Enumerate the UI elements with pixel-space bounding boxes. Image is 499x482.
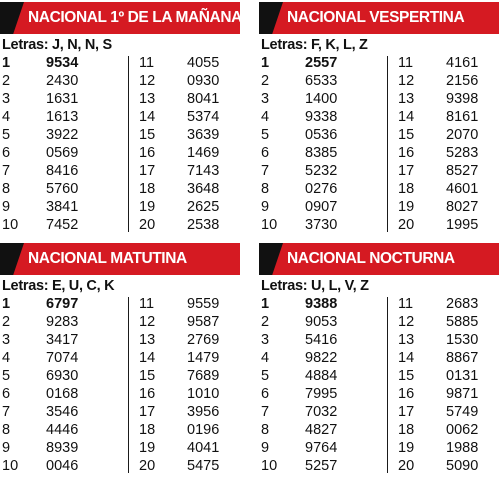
result-number: 7995 (305, 386, 338, 402)
result-row (388, 216, 499, 234)
result-row (129, 144, 241, 162)
result-position: 15 (139, 127, 156, 143)
result-row (388, 54, 499, 72)
result-number: 3648 (187, 181, 220, 197)
result-position: 8 (2, 181, 11, 197)
panel-header (0, 243, 240, 275)
result-position: 15 (398, 368, 415, 384)
result-row (388, 331, 499, 349)
result-row (259, 367, 371, 385)
result-row (0, 144, 112, 162)
result-number: 5257 (305, 458, 338, 474)
result-position: 20 (139, 458, 156, 474)
letras-label: Letras: E, U, C, K (2, 278, 115, 294)
result-row (129, 72, 241, 90)
result-row (0, 295, 112, 313)
result-position: 3 (261, 91, 270, 107)
result-number: 9559 (187, 296, 220, 312)
result-position: 13 (139, 332, 156, 348)
result-number: 8027 (446, 199, 479, 215)
result-position: 8 (261, 422, 270, 438)
result-number: 9053 (305, 314, 338, 330)
result-number: 7452 (46, 217, 79, 233)
result-row (129, 108, 241, 126)
result-number: 3922 (46, 127, 79, 143)
result-row (259, 108, 371, 126)
result-row (129, 54, 241, 72)
result-position: 18 (398, 181, 415, 197)
result-row (388, 295, 499, 313)
result-row (388, 180, 499, 198)
result-row (129, 367, 241, 385)
result-number: 9283 (46, 314, 79, 330)
panel-nacional-nocturna (259, 241, 499, 482)
panel-title: NACIONAL MATUTINA (28, 250, 187, 267)
result-position: 5 (261, 127, 270, 143)
result-number: 0276 (305, 181, 338, 197)
result-row (129, 90, 241, 108)
result-position: 16 (398, 145, 415, 161)
result-row (259, 439, 371, 457)
result-position: 11 (139, 55, 155, 71)
result-position: 6 (261, 145, 270, 161)
result-row (388, 108, 499, 126)
result-number: 2430 (46, 73, 79, 89)
result-number: 8867 (446, 350, 479, 366)
result-row (0, 72, 112, 90)
result-position: 2 (261, 314, 270, 330)
result-position: 8 (261, 181, 270, 197)
result-position: 5 (2, 368, 11, 384)
result-position: 3 (261, 332, 270, 348)
result-number: 3730 (305, 217, 338, 233)
result-row (388, 421, 499, 439)
result-row (388, 367, 499, 385)
result-position: 14 (139, 350, 156, 366)
result-position: 20 (398, 458, 415, 474)
result-position: 16 (139, 145, 156, 161)
result-row (259, 216, 371, 234)
result-position: 6 (2, 386, 11, 402)
result-row (259, 457, 371, 475)
result-row (129, 403, 241, 421)
result-row (0, 108, 112, 126)
result-number: 1469 (187, 145, 220, 161)
result-position: 10 (2, 458, 19, 474)
result-row (388, 90, 499, 108)
result-row (0, 439, 112, 457)
letras-label: Letras: U, L, V, Z (261, 278, 369, 294)
result-number: 6797 (46, 296, 79, 312)
result-number: 8416 (46, 163, 79, 179)
result-row (388, 385, 499, 403)
result-position: 14 (398, 109, 415, 125)
result-number: 5374 (187, 109, 220, 125)
result-row (129, 349, 241, 367)
result-row (0, 216, 112, 234)
result-row (259, 403, 371, 421)
result-position: 15 (398, 127, 415, 143)
result-number: 5090 (446, 458, 479, 474)
result-position: 6 (261, 386, 270, 402)
result-position: 6 (2, 145, 11, 161)
result-position: 16 (139, 386, 156, 402)
result-number: 1995 (446, 217, 479, 233)
result-number: 1631 (46, 91, 79, 107)
result-position: 17 (398, 163, 415, 179)
result-position: 1 (2, 296, 11, 312)
result-number: 1613 (46, 109, 79, 125)
result-position: 17 (398, 404, 415, 420)
result-number: 4827 (305, 422, 338, 438)
panel-nacional-vespertina (259, 0, 499, 241)
result-number: 2538 (187, 217, 220, 233)
result-row (259, 162, 371, 180)
result-position: 19 (139, 199, 156, 215)
result-row (0, 126, 112, 144)
result-row (129, 331, 241, 349)
result-row (259, 144, 371, 162)
panel-nacional-primera-manana (0, 0, 240, 241)
result-row (0, 198, 112, 216)
panel-title: NACIONAL NOCTURNA (287, 250, 455, 267)
result-row (129, 295, 241, 313)
result-row (259, 313, 371, 331)
result-position: 4 (2, 109, 11, 125)
result-number: 2156 (446, 73, 479, 89)
result-position: 14 (398, 350, 415, 366)
result-number: 3546 (46, 404, 79, 420)
result-number: 6930 (46, 368, 79, 384)
result-row (259, 421, 371, 439)
result-row (259, 198, 371, 216)
result-position: 15 (139, 368, 156, 384)
result-number: 0907 (305, 199, 338, 215)
results-column-right (387, 297, 499, 473)
result-number: 5885 (446, 314, 479, 330)
result-row (129, 313, 241, 331)
result-number: 5416 (305, 332, 338, 348)
letras-label: Letras: F, K, L, Z (261, 37, 368, 53)
panel-header (259, 243, 499, 275)
result-number: 0062 (446, 422, 479, 438)
result-row (259, 72, 371, 90)
result-row (129, 457, 241, 475)
result-position: 5 (261, 368, 270, 384)
result-row (259, 385, 371, 403)
result-number: 1988 (446, 440, 479, 456)
panel-title: NACIONAL VESPERTINA (287, 9, 465, 26)
result-position: 11 (398, 296, 414, 312)
result-position: 13 (398, 91, 415, 107)
result-number: 2070 (446, 127, 479, 143)
result-number: 4041 (187, 440, 220, 456)
results-column-left (259, 295, 371, 475)
result-number: 0131 (446, 368, 479, 384)
result-number: 7143 (187, 163, 220, 179)
result-position: 2 (261, 73, 270, 89)
result-number: 4446 (46, 422, 79, 438)
result-row (0, 313, 112, 331)
result-number: 1400 (305, 91, 338, 107)
result-position: 9 (2, 199, 11, 215)
result-row (129, 198, 241, 216)
result-position: 3 (2, 332, 11, 348)
result-row (0, 90, 112, 108)
result-number: 3417 (46, 332, 79, 348)
result-row (388, 313, 499, 331)
result-position: 11 (139, 296, 155, 312)
result-row (259, 331, 371, 349)
result-number: 7689 (187, 368, 220, 384)
result-row (0, 385, 112, 403)
result-position: 9 (261, 440, 270, 456)
result-number: 0569 (46, 145, 79, 161)
results-column-left (0, 54, 112, 234)
result-number: 0930 (187, 73, 220, 89)
result-number: 5760 (46, 181, 79, 197)
result-number: 9764 (305, 440, 338, 456)
result-position: 4 (261, 350, 270, 366)
result-position: 1 (261, 55, 270, 71)
result-row (259, 349, 371, 367)
result-row (388, 72, 499, 90)
result-row (129, 162, 241, 180)
result-row (259, 180, 371, 198)
result-row (388, 126, 499, 144)
result-position: 19 (398, 440, 415, 456)
result-row (0, 349, 112, 367)
result-position: 13 (398, 332, 415, 348)
result-number: 9587 (187, 314, 220, 330)
result-row (388, 198, 499, 216)
result-row (388, 403, 499, 421)
result-position: 1 (261, 296, 270, 312)
result-position: 10 (261, 217, 278, 233)
result-position: 20 (398, 217, 415, 233)
result-number: 2557 (305, 55, 338, 71)
results-column-left (0, 295, 112, 475)
letras-label: Letras: J, N, N, S (2, 37, 112, 53)
result-row (388, 349, 499, 367)
panel-title: NACIONAL 1º DE LA MAÑANA (28, 9, 242, 26)
result-row (259, 126, 371, 144)
result-position: 20 (139, 217, 156, 233)
result-row (259, 295, 371, 313)
results-column-right (387, 56, 499, 232)
result-number: 8939 (46, 440, 79, 456)
result-position: 12 (398, 314, 415, 330)
result-position: 18 (139, 422, 156, 438)
result-position: 8 (2, 422, 11, 438)
results-column-right (128, 56, 241, 232)
result-number: 3639 (187, 127, 220, 143)
result-position: 12 (398, 73, 415, 89)
results-column-left (259, 54, 371, 234)
result-number: 3841 (46, 199, 79, 215)
result-row (129, 180, 241, 198)
result-position: 11 (398, 55, 414, 71)
result-position: 16 (398, 386, 415, 402)
result-position: 7 (2, 163, 11, 179)
result-number: 4601 (446, 181, 479, 197)
result-row (0, 331, 112, 349)
result-position: 12 (139, 73, 156, 89)
result-number: 5232 (305, 163, 338, 179)
result-row (129, 216, 241, 234)
result-number: 8161 (446, 109, 479, 125)
result-position: 14 (139, 109, 156, 125)
result-row (129, 439, 241, 457)
result-position: 17 (139, 404, 156, 420)
result-position: 18 (398, 422, 415, 438)
result-position: 12 (139, 314, 156, 330)
result-number: 5749 (446, 404, 479, 420)
result-position: 13 (139, 91, 156, 107)
result-number: 9398 (446, 91, 479, 107)
result-number: 1479 (187, 350, 220, 366)
result-row (129, 385, 241, 403)
result-position: 19 (139, 440, 156, 456)
result-number: 8527 (446, 163, 479, 179)
result-row (0, 367, 112, 385)
result-number: 0046 (46, 458, 79, 474)
result-position: 7 (261, 404, 270, 420)
result-row (0, 180, 112, 198)
result-row (0, 403, 112, 421)
result-position: 5 (2, 127, 11, 143)
panel-nacional-matutina (0, 241, 240, 482)
result-position: 3 (2, 91, 11, 107)
result-row (129, 126, 241, 144)
result-row (0, 162, 112, 180)
result-position: 7 (2, 404, 11, 420)
result-number: 9822 (305, 350, 338, 366)
result-number: 5475 (187, 458, 220, 474)
result-number: 9534 (46, 55, 79, 71)
result-number: 0168 (46, 386, 79, 402)
result-row (0, 421, 112, 439)
result-number: 1010 (187, 386, 220, 402)
result-position: 9 (261, 199, 270, 215)
panel-header (0, 2, 240, 34)
result-position: 9 (2, 440, 11, 456)
result-row (129, 421, 241, 439)
results-column-right (128, 297, 241, 473)
result-position: 18 (139, 181, 156, 197)
result-number: 5283 (446, 145, 479, 161)
result-row (388, 162, 499, 180)
result-row (0, 457, 112, 475)
result-position: 1 (2, 55, 11, 71)
result-number: 0536 (305, 127, 338, 143)
result-number: 9871 (446, 386, 479, 402)
result-number: 8385 (305, 145, 338, 161)
result-position: 10 (2, 217, 19, 233)
result-number: 9338 (305, 109, 338, 125)
result-number: 4884 (305, 368, 338, 384)
result-position: 10 (261, 458, 278, 474)
result-number: 9388 (305, 296, 338, 312)
result-number: 2625 (187, 199, 220, 215)
result-number: 2683 (446, 296, 479, 312)
result-position: 19 (398, 199, 415, 215)
result-position: 4 (261, 109, 270, 125)
panel-header (259, 2, 499, 34)
result-row (388, 144, 499, 162)
result-position: 2 (2, 314, 11, 330)
result-row (259, 54, 371, 72)
result-number: 4161 (446, 55, 479, 71)
result-number: 0196 (187, 422, 220, 438)
result-number: 8041 (187, 91, 220, 107)
result-position: 4 (2, 350, 11, 366)
result-row (0, 54, 112, 72)
result-row (388, 439, 499, 457)
result-number: 6533 (305, 73, 338, 89)
result-number: 1530 (446, 332, 479, 348)
result-number: 7032 (305, 404, 338, 420)
result-position: 7 (261, 163, 270, 179)
result-number: 4055 (187, 55, 220, 71)
result-number: 3956 (187, 404, 220, 420)
result-number: 7074 (46, 350, 79, 366)
result-row (388, 457, 499, 475)
result-number: 2769 (187, 332, 220, 348)
result-position: 2 (2, 73, 11, 89)
result-row (259, 90, 371, 108)
result-position: 17 (139, 163, 156, 179)
